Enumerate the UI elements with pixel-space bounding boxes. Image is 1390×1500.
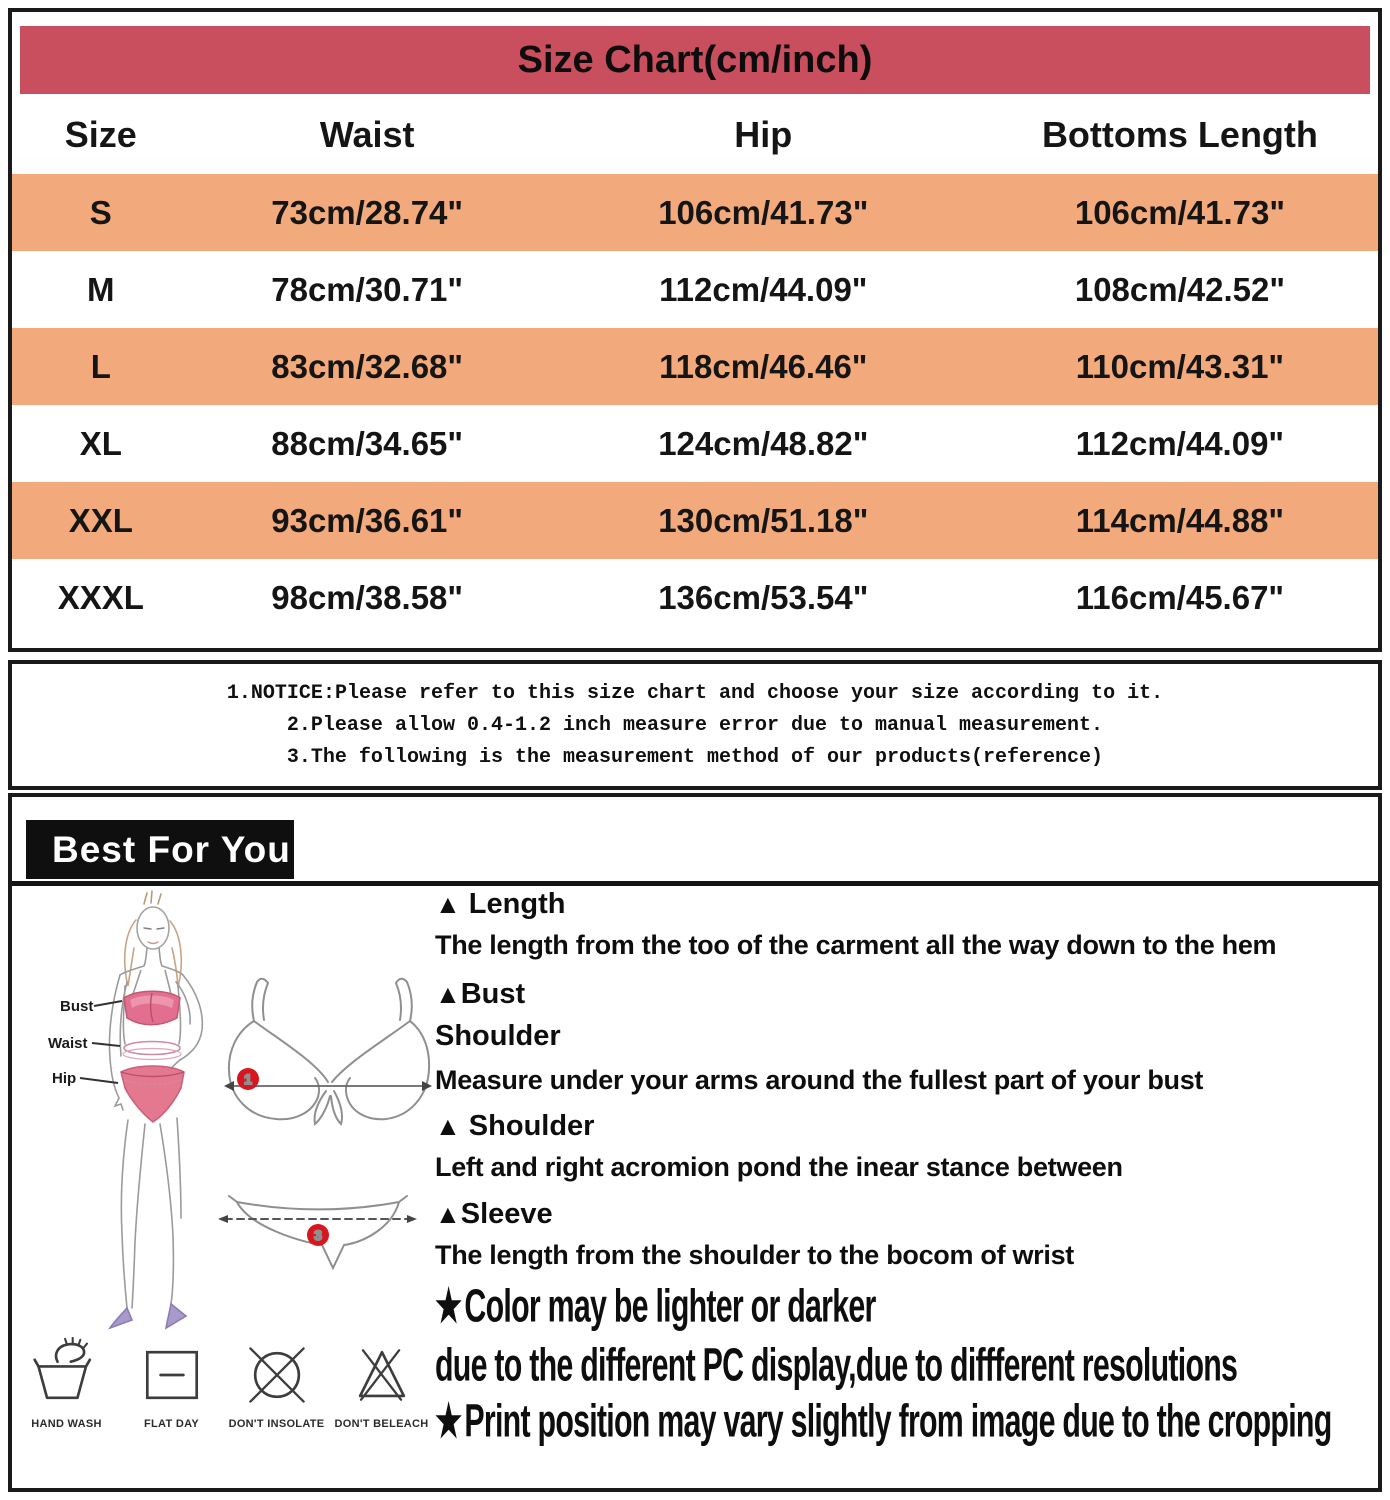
hand-wash-icon (29, 1337, 105, 1413)
cell-size: XL (79, 424, 122, 462)
cell-size: XXXL (57, 578, 144, 616)
waist-label: Waist (48, 1035, 88, 1052)
guide-heading: ▲Sleeve (435, 1198, 553, 1230)
size-chart-title-band (20, 26, 1370, 94)
col-header-waist: Waist (319, 114, 415, 155)
triangle-icon: ▲ (435, 979, 461, 1009)
best-for-you-banner (26, 820, 294, 879)
notice-section (8, 660, 1382, 790)
size-table-header-row (12, 96, 1378, 174)
care-item-hand-wash (16, 1337, 118, 1430)
care-item-dont-bleach (331, 1337, 433, 1430)
cell-bottoms-length: 116cm/45.67" (1075, 578, 1285, 616)
care-label: DON'T BELEACH (334, 1418, 429, 1430)
col-header-hip: Hip (734, 114, 793, 155)
table-row (12, 482, 1378, 559)
triangle-icon: ▲ (435, 1199, 461, 1229)
guide-heading: ▲ Shoulder (435, 1110, 595, 1142)
cell-bottoms-length: 108cm/42.52" (1074, 270, 1285, 308)
guide-desc: Measure under your arms around the fullest part of your bust (435, 1065, 1204, 1095)
size-table (12, 96, 1378, 636)
cell-size: M (87, 270, 115, 308)
bra-marker-number: 1 (244, 1071, 252, 1087)
guide-heading: ▲ Length (435, 888, 566, 920)
cell-hip: 136cm/53.54" (658, 578, 869, 616)
cell-bottoms-length: 114cm/44.88" (1075, 501, 1285, 539)
dont-bleach-icon (344, 1337, 420, 1413)
cell-waist: 98cm/38.58" (271, 578, 464, 616)
col-header-size: Size (64, 114, 137, 155)
table-row (12, 328, 1378, 405)
bottom-marker-number: 3 (314, 1227, 322, 1243)
cell-bottoms-length: 106cm/41.73" (1074, 193, 1285, 231)
cell-waist: 73cm/28.74" (271, 193, 464, 231)
cell-waist: 88cm/34.65" (271, 424, 464, 462)
cell-hip: 130cm/51.18" (658, 501, 869, 539)
cell-hip: 112cm/44.09" (659, 270, 868, 308)
care-label: FLAT DAY (144, 1418, 199, 1430)
flat-day-icon (134, 1337, 210, 1413)
cell-size: XXL (68, 501, 133, 539)
col-header-bottoms-length: Bottoms Length (1041, 114, 1318, 155)
size-chart-title: Size Chart(cm/inch) (517, 38, 873, 81)
guide-heading: ▲Bust (435, 978, 526, 1010)
cell-size: S (89, 193, 112, 231)
footnote: due to the different PC display,due to diffferent resolutions (435, 1339, 1238, 1391)
table-row (12, 174, 1378, 251)
triangle-icon: ▲ (435, 889, 461, 919)
measurement-guide-section (8, 793, 1382, 1492)
cell-hip: 118cm/46.46" (659, 347, 868, 385)
care-label: DON'T INSOLATE (228, 1418, 325, 1430)
banner-text: Best For You (52, 828, 291, 870)
bust-label: Bust (60, 998, 94, 1015)
care-item-flat-day (121, 1337, 223, 1430)
cell-bottoms-length: 110cm/43.31" (1075, 347, 1285, 385)
footnote: ★Print position may vary slightly from image due to the cropping (435, 1395, 1332, 1447)
star-icon: ★ (435, 1280, 462, 1332)
guide-text-column (435, 884, 1379, 1484)
cell-hip: 106cm/41.73" (658, 193, 869, 231)
notice-line-3: 3.The following is the measurement method of our products(reference) (286, 745, 1104, 769)
cell-hip: 124cm/48.82" (658, 424, 869, 462)
dont-insolate-icon (239, 1337, 315, 1413)
cell-waist: 93cm/36.61" (271, 501, 464, 539)
care-icons-row (14, 1337, 434, 1430)
star-icon: ★ (435, 1395, 462, 1447)
bra-diagram (224, 979, 432, 1124)
size-chart-section (8, 8, 1382, 652)
bottom-diagram (218, 1196, 417, 1268)
cell-waist: 78cm/30.71" (271, 270, 464, 308)
table-row (12, 559, 1378, 636)
cell-waist: 83cm/32.68" (271, 347, 464, 385)
triangle-icon: ▲ (435, 1111, 461, 1141)
cell-bottoms-length: 112cm/44.09" (1075, 424, 1285, 462)
notice-line-1: 1.NOTICE:Please refer to this size chart and choose your size according to it. (226, 681, 1164, 705)
measurement-illustration (20, 890, 440, 1340)
hip-label: Hip (52, 1070, 77, 1087)
footnote: ★Color may be lighter or darker (435, 1280, 876, 1332)
cell-size: L (90, 347, 111, 385)
guide-desc: Left and right acromion pond the inear stance between (435, 1152, 1123, 1182)
guide-subheading: Shoulder (435, 1020, 561, 1052)
bikini-on-figure (121, 970, 184, 1122)
table-row (12, 251, 1378, 328)
table-row (12, 405, 1378, 482)
care-item-dont-insolate (226, 1337, 328, 1430)
care-label: HAND WASH (31, 1418, 102, 1430)
guide-desc: The length from the shoulder to the bocom of wrist (435, 1240, 1074, 1270)
notice-line-2: 2.Please allow 0.4-1.2 inch measure error due to manual measurement. (286, 713, 1104, 737)
guide-desc: The length from the too of the carment all the way down to the hem (435, 930, 1277, 960)
